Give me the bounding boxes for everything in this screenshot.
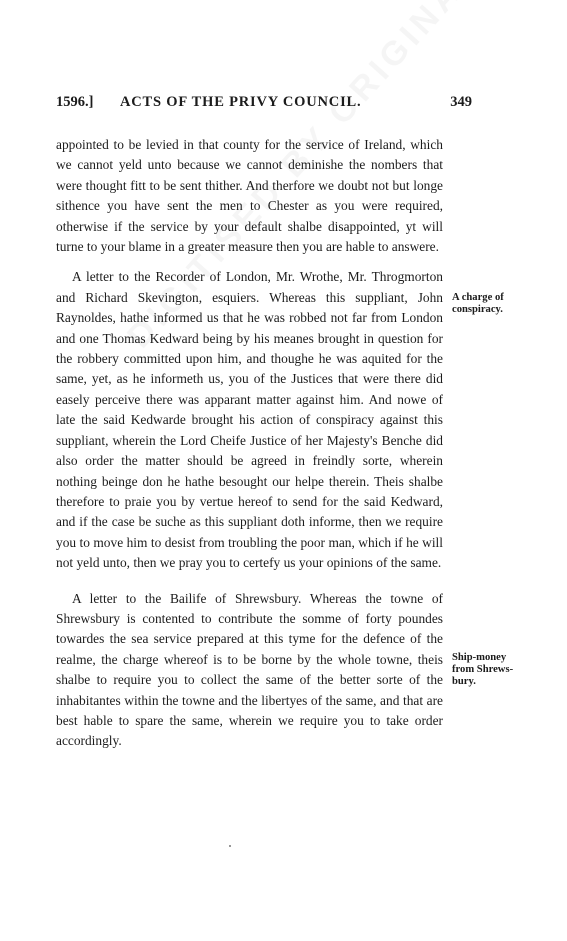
body-text xyxy=(56,135,443,752)
page-number: 349 xyxy=(450,94,472,110)
paragraph-continuation: appointed to be levied in that county for the service of Ireland, which we cannot yeld unto because we cannot deminishe the nombers that were thought fitt to be sent thither. And therfore we doubt not but longe sithence you have sent the men to Chester as you were required, otherwise if the service by your default shalbe disappointed, yt will turne to your blame in a greater measure then you are hable to answere. xyxy=(56,137,443,255)
page-mark xyxy=(229,845,231,847)
page-header xyxy=(56,94,472,114)
running-title: ACTS OF THE PRIVY COUNCIL. xyxy=(120,94,362,110)
marginal-note-ship-money: Ship-money from Shrews-bury. xyxy=(452,652,514,687)
paragraph-recorder-letter: A letter to the Recorder of London, Mr. Wrothe, Mr. Throgmorton and Richard Skevington, esquiers. Whereas this suppliant, John Raynoldes, hathe informed us that he was robbed not far from London and one Thomas Kedward being by his meanes brought in question for the robbery committed upon him, and thoughe he was aquited for the same, yet, as he informeth us, you of the Justices that were there did easely perceive there was apparant matter against him. And nowe of late the said Kedwarde brought his action of conspiracy against this suppliant, wherein the Lord Cheife Justice of her Majesty's Benche did also order the matter should be agreed in freindly sorte, wherein nothing beinge don he hathe besought our helpe therein. Theis shalbe therefore to praie you by vertue hereof to send for the said Kedward, and if the case be suche as this suppliant doth informe, then we require you to move him to desist from troubling the poor man, which if he will not yeld unto, then we pray you to certefy us your opinions of the same. xyxy=(56,269,443,571)
marginal-note-conspiracy: A charge of conspiracy. xyxy=(452,292,504,315)
header-year: 1596.] xyxy=(56,94,94,110)
paragraph-bailife-letter: A letter to the Bailife of Shrewsbury. Whereas the towne of Shrewsbury is contented to contribute the somme of forty poundes towardes the sea service prepared at this tyme for the defence of the realme, the charge whereof is to be borne by the whole towne, theis shalbe to require you to collect the same of the better sorte of the inhabitantes within the towne and the libertyes of the same, and that are best hable to spare the same, wherein we require you to take order accordingly. xyxy=(56,590,443,749)
